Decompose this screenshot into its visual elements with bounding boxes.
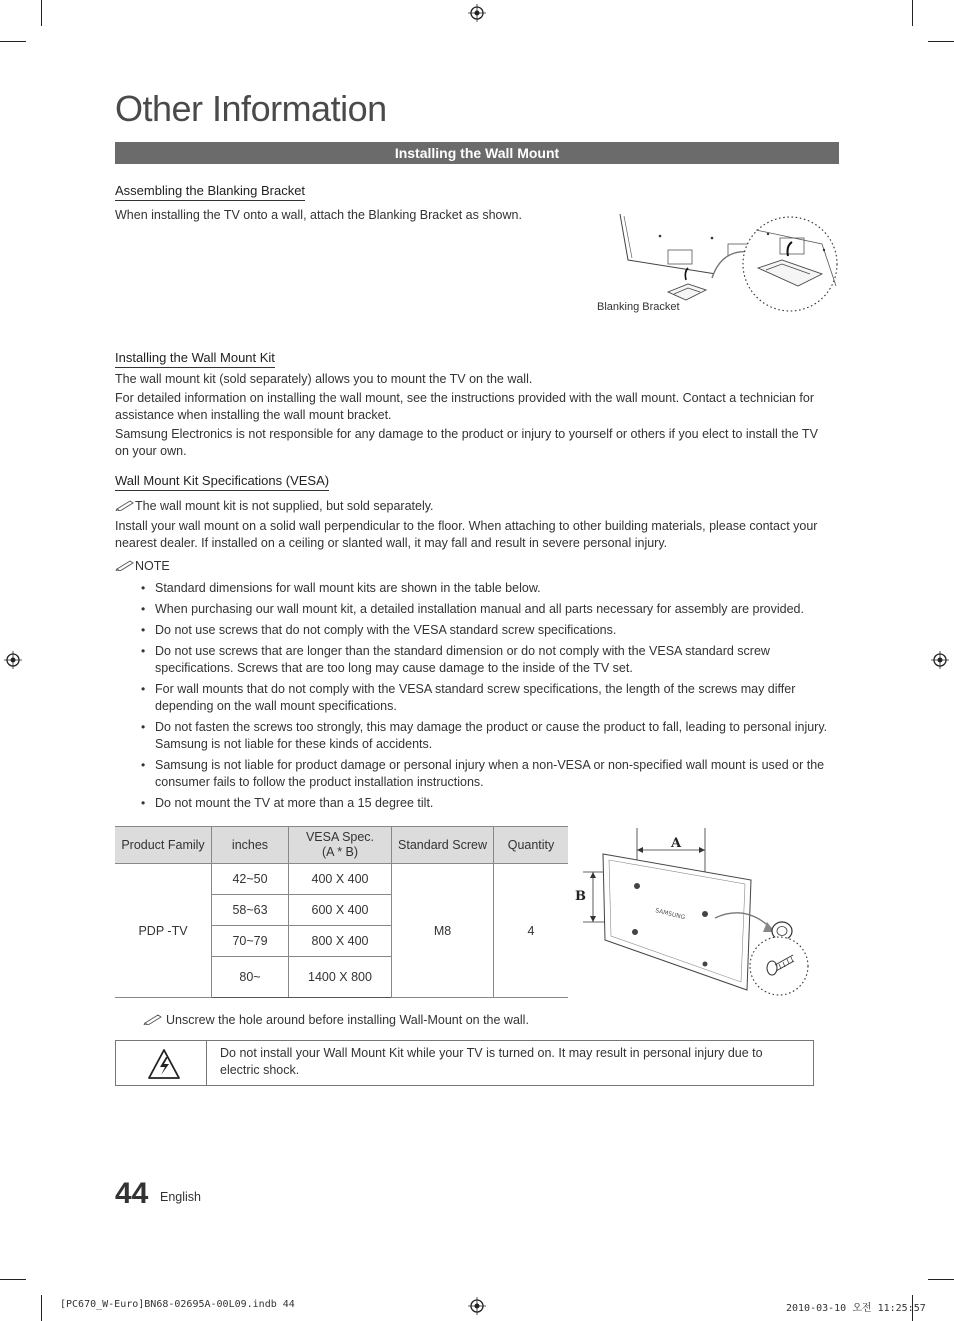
- warning-divider: [206, 1041, 207, 1085]
- registration-mark-icon: [931, 651, 949, 669]
- sold-separately-note: [115, 498, 434, 515]
- crop-mark: [0, 41, 26, 42]
- electric-shock-warning-icon: [147, 1048, 181, 1080]
- table-header-row: [115, 827, 568, 864]
- sold-separately-text: The wall mount kit is not supplied, but sold separately.: [135, 499, 434, 513]
- header-inches: inches: [212, 827, 289, 864]
- cell-product-family: PDP -TV: [115, 864, 212, 998]
- crop-mark: [41, 1295, 42, 1321]
- registration-mark-icon: [468, 4, 486, 22]
- list-item: • Standard dimensions for wall mount kits are shown in the table below.: [140, 580, 840, 597]
- crop-mark: [912, 0, 913, 26]
- vesa-spec-table: [115, 826, 568, 998]
- kit-paragraph-3: Samsung Electronics is not responsible for any damage to the product or injury to yourself or others if you elect to install the TV on your own.: [115, 427, 818, 458]
- cell-vesa: 400 X 400: [289, 864, 392, 895]
- cell-vesa: 1400 X 800: [289, 957, 392, 998]
- list-item: • Do not fasten the screws too strongly, this may damage the product or cause the product to fall, leading to personal injury. Samsung is not liable for these kinds of accidents.: [140, 719, 840, 753]
- registration-mark-icon: [4, 651, 22, 669]
- page-number: 44: [115, 1177, 149, 1210]
- page-language: English: [160, 1190, 201, 1204]
- note-label-row: [115, 558, 170, 575]
- pencil-note-icon: [115, 499, 135, 511]
- section-banner: Installing the Wall Mount: [115, 142, 839, 164]
- note-bullet-list: [140, 580, 840, 816]
- crop-mark: [928, 41, 954, 42]
- brand-label: SAMSUNG: [654, 907, 686, 922]
- cell-vesa: 800 X 400: [289, 926, 392, 957]
- header-quantity: Quantity: [494, 827, 569, 864]
- vesa-specs-heading: Wall Mount Kit Specifications (VESA): [115, 473, 329, 491]
- header-standard-screw: Standard Screw: [392, 827, 494, 864]
- cell-inches: 70~79: [212, 926, 289, 957]
- list-item: • Samsung is not liable for product damage or personal injury when a non-VESA or non-specified wall mount is used or the consumer fails to follow the product installation instructions.: [140, 757, 840, 791]
- header-product-family: Product Family: [115, 827, 212, 864]
- footer-file-name: [PC670_W-Euro]BN68-02695A-00L09.indb 44: [60, 1299, 295, 1310]
- cell-vesa: 600 X 400: [289, 895, 392, 926]
- crop-mark: [0, 1279, 26, 1280]
- warning-box: [115, 1040, 814, 1086]
- cell-inches: 58~63: [212, 895, 289, 926]
- pencil-note-icon: [140, 1013, 166, 1025]
- cell-inches: 42~50: [212, 864, 289, 895]
- cell-quantity: 4: [494, 864, 569, 998]
- note-label: NOTE: [135, 559, 170, 573]
- warning-text: Do not install your Wall Mount Kit while your TV is turned on. It may result in personal injury due to electric shock.: [220, 1046, 763, 1077]
- crop-mark: [41, 0, 42, 26]
- cell-standard-screw: M8: [392, 864, 494, 998]
- list-item: • For wall mounts that do not comply with the VESA standard screw specifications, the length of the screws may differ depending on the wall mount specifications.: [140, 681, 840, 715]
- blanking-bracket-label: Blanking Bracket: [597, 301, 680, 313]
- list-item: • When purchasing our wall mount kit, a detailed installation manual and all parts necessary for assembly are provided.: [140, 601, 840, 618]
- crop-mark: [928, 1279, 954, 1280]
- list-item: • Do not mount the TV at more than a 15 degree tilt.: [140, 795, 840, 812]
- pencil-note-icon: [115, 559, 135, 571]
- unscrew-note: [140, 1012, 529, 1029]
- vesa-paragraph: Install your wall mount on a solid wall perpendicular to the floor. When attaching to other building materials, please contact your nearest dealer. If installed on a ceiling or slanted wall, it may fall and result in severe personal injury.: [115, 519, 818, 550]
- table-row: [115, 864, 568, 895]
- dimension-a-label: A: [671, 836, 682, 851]
- vesa-dimension-illustration: [575, 828, 815, 1000]
- footer-timestamp: 2010-03-10 오전 11:25:57: [786, 1303, 926, 1314]
- blanking-bracket-heading: Assembling the Blanking Bracket: [115, 183, 305, 201]
- cell-inches: 80~: [212, 957, 289, 998]
- kit-paragraph-1: The wall mount kit (sold separately) allows you to mount the TV on the wall.: [115, 372, 533, 386]
- unscrew-note-text: Unscrew the hole around before installing Wall-Mount on the wall.: [166, 1013, 529, 1027]
- registration-mark-icon: [468, 1297, 486, 1315]
- page-title: Other Information: [115, 88, 387, 129]
- dimension-b-label: B: [575, 889, 586, 904]
- list-item: • Do not use screws that do not comply with the VESA standard screw specifications.: [140, 622, 840, 639]
- list-item: • Do not use screws that are longer than the standard dimension or do not comply with the VESA standard screw specifications. Screws that are too long may cause damage to the inside of the TV set.: [140, 643, 840, 677]
- wall-mount-kit-heading: Installing the Wall Mount Kit: [115, 350, 275, 368]
- header-vesa-spec: VESA Spec. (A * B): [289, 827, 392, 864]
- blanking-bracket-text: When installing the TV onto a wall, attach the Blanking Bracket as shown.: [115, 208, 522, 222]
- kit-paragraph-2: For detailed information on installing the wall mount, see the instructions provided with the wall mount. Contact a technician for assistance when installing the wall mount bracket.: [115, 391, 814, 422]
